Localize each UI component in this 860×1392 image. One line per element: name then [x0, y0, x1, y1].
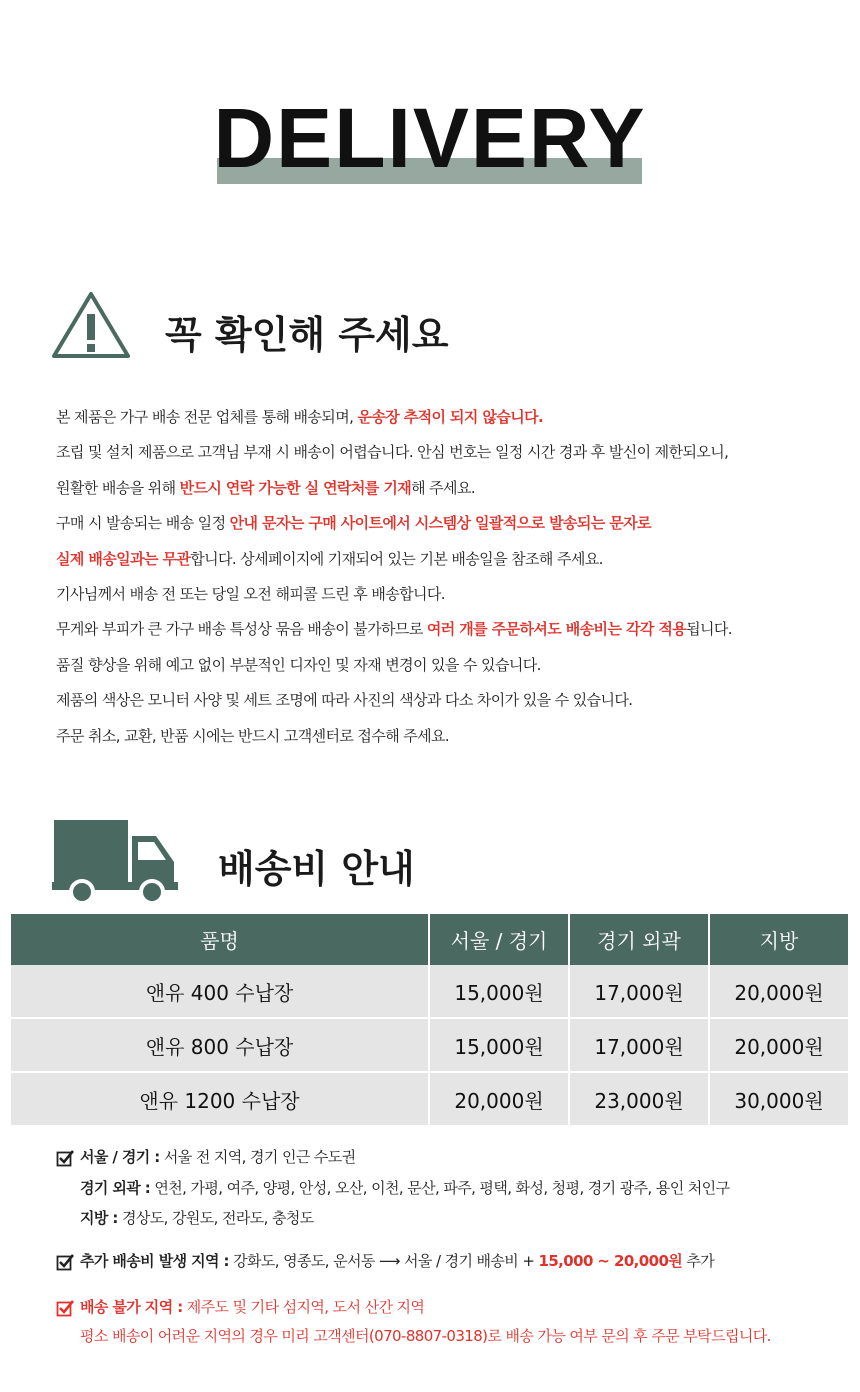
table-row: [11, 965, 848, 1018]
region-label: 경기 외곽 :: [80, 1179, 151, 1197]
notice-item: [56, 719, 856, 754]
region-info-extra: [56, 1246, 846, 1276]
product-name-cell: 앤유 1200 수납장: [11, 1072, 429, 1125]
notice-text: 해 주세요.: [411, 478, 476, 497]
region-text: 경상도, 강원도, 전라도, 충청도: [117, 1209, 314, 1227]
price-cell: 15,000원: [429, 965, 569, 1018]
notice-item: [56, 683, 856, 718]
price-cell: 30,000원: [709, 1072, 848, 1125]
price-cell: 15,000원: [429, 1018, 569, 1072]
notice-highlight: 반드시 연락 가능한 실 연락처를 기재: [179, 478, 412, 497]
column-header: 품명: [11, 914, 429, 965]
notice-item: [56, 648, 856, 683]
notice-text: 기사님께서 배송 전 또는 당일 오전 해피콜 드린 후 배송합니다.: [56, 584, 445, 603]
notice-item: [56, 435, 856, 470]
notice-text: 원활한 배송을 위해: [56, 478, 180, 497]
price-cell: 23,000원: [569, 1072, 709, 1125]
region-info-local: [56, 1203, 860, 1233]
notice-heading: 꼭 확인해 주세요: [165, 313, 449, 357]
truck-icon: [52, 818, 180, 906]
notice-highlight: 실제 배송일과는 무관: [56, 549, 191, 568]
product-name-cell: 앤유 800 수납장: [11, 1018, 429, 1072]
notice-text: 합니다. 상세페이지에 기재되어 있는 기본 배송일을 참조해 주세요.: [190, 549, 603, 568]
column-header: 지방: [709, 914, 848, 965]
notice-text: 제품의 색상은 모니터 사양 및 세트 조명에 따라 사진의 색상과 다소 차이가 있을 수 있습니다.: [56, 691, 633, 710]
price-cell: 17,000원: [569, 965, 709, 1018]
notice-item: [56, 577, 856, 612]
column-header: 경기 외곽: [569, 914, 709, 965]
page-title-block: [0, 88, 860, 198]
notice-item: [56, 506, 856, 541]
notice-item: [56, 542, 856, 577]
notice-text: 됩니다.: [686, 620, 732, 639]
notice-item: [56, 471, 856, 506]
notice-text: 구매 시 발송되는 배송 일정: [56, 514, 230, 533]
region-info-unavailable: [56, 1292, 846, 1322]
price-cell: 17,000원: [569, 1018, 709, 1072]
notice-text: 주문 취소, 교환, 반품 시에는 반드시 고객센터로 접수해 주세요.: [56, 726, 450, 745]
notice-text: 품질 향상을 위해 예고 없이 부분적인 디자인 및 자재 변경이 있을 수 있습니다.: [56, 655, 541, 674]
notice-highlight: 운송장 추적이 되지 않습니다.: [357, 408, 544, 426]
page-title: DELIVERY: [213, 91, 647, 185]
price-cell: 20,000원: [709, 1018, 848, 1072]
region-info-seoul: [56, 1142, 846, 1172]
region-info-outer: [56, 1173, 860, 1203]
region-text: 연천, 가평, 여주, 양평, 안성, 오산, 이천, 문산, 파주, 평택, 화성, 청평, 경기 광주, 용인 처인구: [150, 1179, 730, 1197]
region-text: 제주도 및 기타 섬지역, 도서 산간 지역: [182, 1298, 425, 1316]
notice-text: 무게와 부피가 큰 가구 배송 특성상 묶음 배송이 불가하므로: [56, 620, 427, 639]
region-text: 추가: [682, 1252, 715, 1270]
warning-icon: [50, 290, 132, 360]
region-info-unavailable-note: 평소 배송이 어려운 지역의 경우 미리 고객센터(070-8807-0318)로 배송 가능 여부 문의 후 주문 부탁드립니다.: [80, 1327, 771, 1345]
region-label: 배송 불가 지역 :: [80, 1298, 183, 1316]
checkbox-checked-icon: [56, 1149, 74, 1167]
region-label: 추가 배송비 발생 지역 :: [80, 1252, 229, 1270]
table-header-row: [11, 914, 848, 965]
extra-fee-amount: 15,000 ~ 20,000원: [538, 1252, 683, 1270]
region-label: 지방 :: [80, 1209, 118, 1227]
product-name-cell: 앤유 400 수납장: [11, 965, 429, 1018]
notice-item: [56, 612, 856, 647]
region-text: 서울 전 지역, 경기 인근 수도권: [159, 1148, 356, 1166]
notice-text: 본 제품은 가구 배송 전문 업체를 통해 배송되며,: [56, 408, 358, 426]
notice-text: 조립 및 설치 제품으로 고객님 부재 시 배송이 어렵습니다. 안심 번호는 일정 시간 경과 후 발신이 제한되오니,: [56, 443, 729, 462]
notice-list: [56, 400, 856, 754]
table-row: [11, 1018, 848, 1072]
checkbox-checked-icon: [56, 1253, 74, 1271]
price-cell: 20,000원: [709, 965, 848, 1018]
table-row: [11, 1072, 848, 1125]
notice-highlight: 안내 문자는 구매 사이트에서 시스템상 일괄적으로 발송되는 문자로: [229, 514, 651, 533]
fee-table: [11, 914, 848, 1125]
fee-heading: 배송비 안내: [218, 847, 415, 891]
region-text: 강화도, 영종도, 운서동 ⟶ 서울 / 경기 배송비 +: [228, 1252, 539, 1270]
checkbox-checked-icon: [56, 1299, 74, 1317]
notice-highlight: 여러 개를 주문하셔도 배송비는 각각 적용: [426, 620, 687, 639]
column-header: 서울 / 경기: [429, 914, 569, 965]
region-label: 서울 / 경기 :: [80, 1148, 160, 1166]
price-cell: 20,000원: [429, 1072, 569, 1125]
notice-item: [56, 400, 856, 435]
